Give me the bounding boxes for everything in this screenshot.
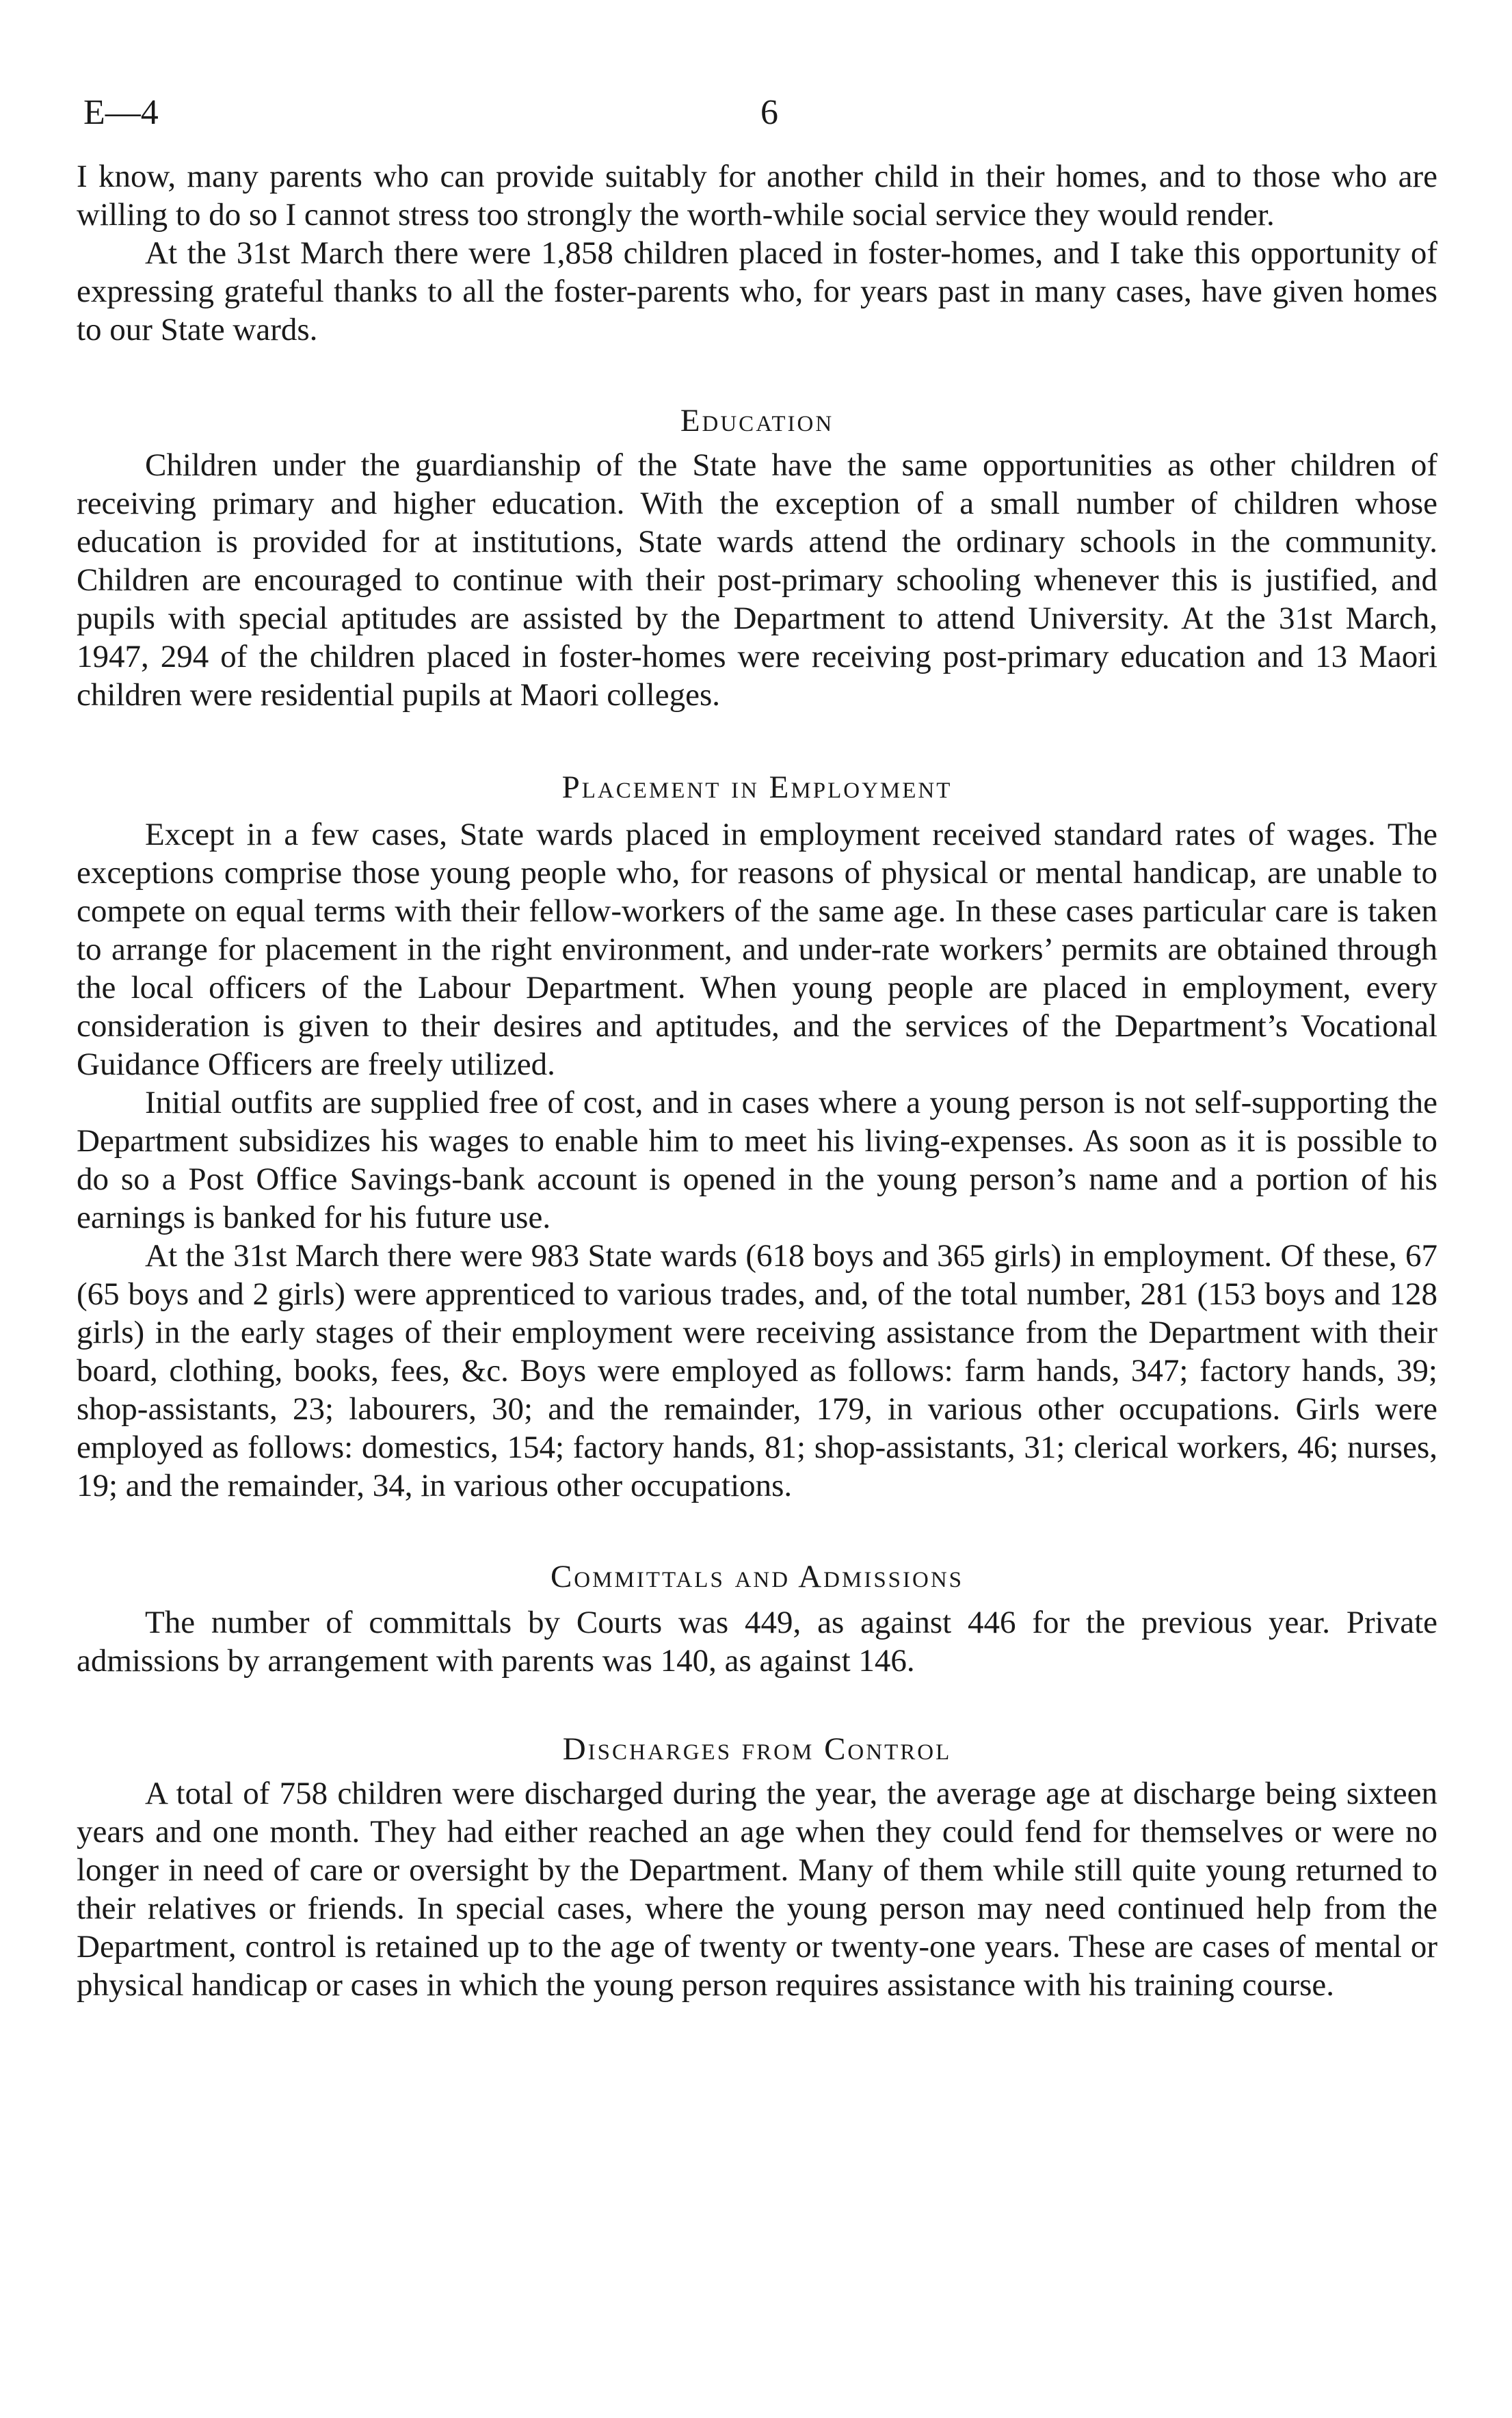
- committals-heading: Committals and Admissions: [550, 1559, 964, 1594]
- placement-paragraph-2: Initial outfits are supplied free of cost, and in cases where a young person is not self-supporting the Department subsidizes his wages to enable him to meet his living-expenses. As soon as it is possible to do so a Post Office Savings-bank account is opened in the young person’s name and a portion of his earnings is banked for his future use.: [77, 1085, 1437, 1235]
- intro-paragraph-1: I know, many parents who can provide suitably for another child in their homes, and to those who are willing to do so I cannot stress too strongly the worth-while social service they would render.: [77, 159, 1437, 233]
- discharges-paragraph-1: A total of 758 children were discharged during the year, the average age at discharge being sixteen years and one month. They had either reached an age when they could fend for themselves or were no longer in need of care or oversight by the Department. Many of them while still quite young returned to their relatives or friends. In special cases, where the young person may need continued help from the Department, control is retained up to the age of twenty or twenty-one years. These are cases of mental or physical handicap or cases in which the young person requires assistance with his training course.: [77, 1776, 1437, 2003]
- page-header: [77, 82, 1437, 157]
- document-reference: E—4: [83, 93, 159, 132]
- placement-paragraph-1: Except in a few cases, State wards placed in employment received standard rates of wages. The exceptions comprise those young people who, for reasons of physical or mental handicap, are unable to compete on equal terms with their fellow-workers of the same age. In these cases particular care is taken to arrange for placement in the right environment, and under-rate workers’ permits are obtained through the local officers of the Labour Department. When young people are placed in employment, every consideration is given to their desires and aptitudes, and the services of the Department’s Vocational Guidance Officers are freely utilized.: [77, 817, 1437, 1082]
- placement-paragraph-3: At the 31st March there were 983 State wards (618 boys and 365 girls) in employment. Of these, 67 (65 boys and 2 girls) were apprenticed to various trades, and, of the total number, 281 (153 boys and 128 girls) in the early stages of their employment were receiving assistance from the Department with their board, clothing, books, fees, &c. Boys were employed as follows: farm hands, 347; factory hands, 39; shop-assistants, 23; labourers, 30; and the remainder, 179, in various other occupations. Girls were employed as follows: domestics, 154; factory hands, 81; shop-assistants, 31; clerical workers, 46; nurses, 19; and the remainder, 34, in various other occupations.: [77, 1238, 1437, 1503]
- education-heading: Education: [680, 403, 834, 438]
- committals-section: [77, 1558, 1437, 1680]
- intro-paragraph-2: At the 31st March there were 1,858 children placed in foster-homes, and I take this opportunity of expressing grateful thanks to all the foster-parents who, for years past in many cases, have given homes to our State wards.: [77, 235, 1437, 347]
- placement-heading: Placement in Employment: [561, 770, 953, 805]
- intro-section: [77, 157, 1437, 349]
- document-page: [77, 82, 1437, 2004]
- discharges-heading: Discharges from Control: [562, 1731, 952, 1767]
- committals-paragraph-1: The number of committals by Courts was 449, as against 446 for the previous year. Private admissions by arrangement with parents was 140, as against 146.: [77, 1605, 1437, 1679]
- education-section: [77, 402, 1437, 714]
- discharges-section: [77, 1731, 1437, 2004]
- page-number: 6: [760, 93, 778, 132]
- placement-section: [77, 769, 1437, 1505]
- education-paragraph-1: Children under the guardianship of the State have the same opportunities as other children of receiving primary and higher education. With the exception of a small number of children whose education is provided for at institutions, State wards attend the ordinary schools in the community. Children are encouraged to continue with their post-primary schooling whenever this is justified, and pupils with special aptitudes are assisted by the Department to attend University. At the 31st March, 1947, 294 of the children placed in foster-homes were receiving post-primary education and 13 Maori children were residential pupils at Maori colleges.: [77, 447, 1437, 713]
